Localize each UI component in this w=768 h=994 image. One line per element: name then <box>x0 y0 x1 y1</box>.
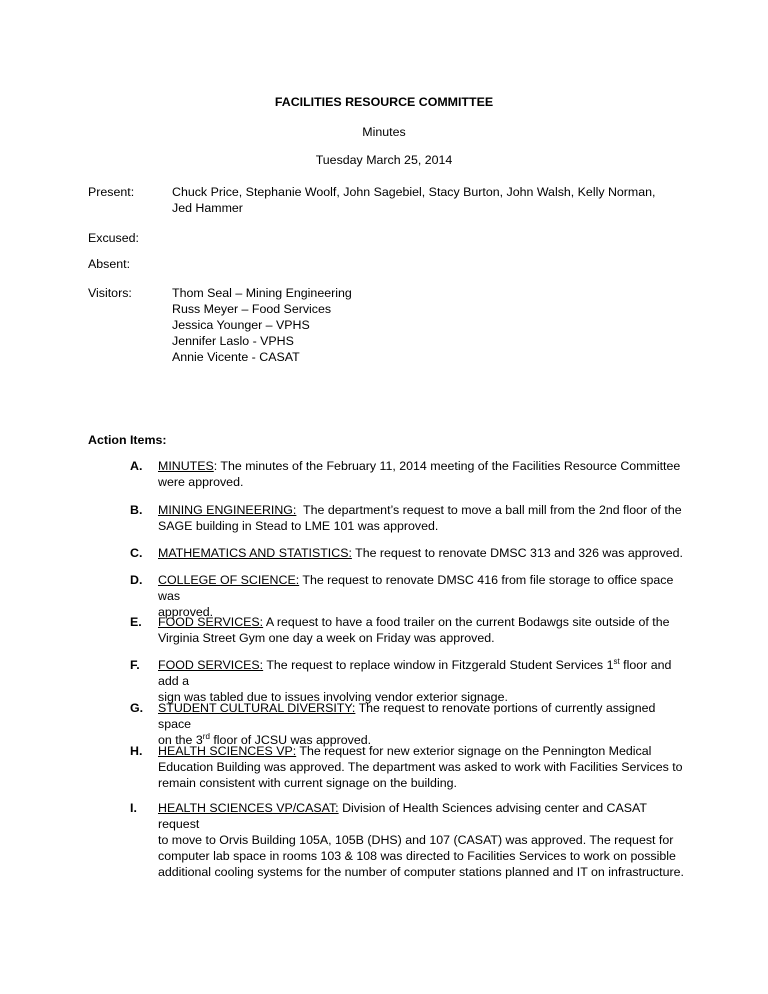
item-letter: C. <box>130 546 143 560</box>
item-text: additional cooling systems for the number of computer stations planned and IT on infrastructure. <box>158 865 684 879</box>
item-letter: A. <box>130 459 143 473</box>
present-line: Chuck Price, Stephanie Woolf, John Sagebiel, Stacy Burton, John Walsh, Kelly Norman, <box>172 185 656 199</box>
item-department: MATHEMATICS AND STATISTICS: <box>158 546 352 560</box>
action-item-e <box>130 614 690 646</box>
item-department: HEALTH SCIENCES VP/CASAT: <box>158 801 339 815</box>
visitor-entry: Jessica Younger – VPHS <box>172 318 310 332</box>
action-item-b <box>130 502 690 534</box>
visitor-entry: Russ Meyer – Food Services <box>172 302 332 316</box>
item-department: HEALTH SCIENCES VP: <box>158 744 297 758</box>
action-item-f <box>130 657 690 705</box>
item-department: COLLEGE OF SCIENCE: <box>158 573 300 587</box>
document-subtitle: Minutes <box>362 125 406 139</box>
item-body <box>158 572 690 620</box>
present-line: Jed Hammer <box>172 201 243 215</box>
absent-label: Absent: <box>88 257 131 271</box>
item-text: approved. <box>158 605 214 619</box>
item-body <box>158 458 690 490</box>
item-body <box>158 614 690 646</box>
item-letter: H. <box>130 744 143 758</box>
action-item-h <box>130 743 690 791</box>
ordinal-suffix: rd <box>202 731 210 741</box>
item-text: The department’s request to move a ball mill from the 2nd floor of the <box>296 503 682 517</box>
excused-label: Excused: <box>88 231 139 245</box>
item-text: floor and add a <box>158 658 672 688</box>
visitor-entry: Jennifer Laslo - VPHS <box>172 334 294 348</box>
item-department: STUDENT CULTURAL DIVERSITY: <box>158 701 356 715</box>
item-text: Education Building was approved. The department was asked to work with Facilities Services to <box>158 760 683 774</box>
visitors-label: Visitors: <box>88 286 132 300</box>
item-letter: B. <box>130 503 143 517</box>
item-text: floor of JCSU was approved. <box>209 733 372 747</box>
present-label: Present: <box>88 185 135 199</box>
item-text: on the 3 <box>158 733 203 747</box>
item-body <box>158 743 690 791</box>
item-text: Division of Health Sciences advising center and CASAT request <box>158 801 647 831</box>
item-letter: D. <box>130 573 143 587</box>
action-item-a <box>130 458 690 490</box>
item-text: : The minutes of the February 11, 2014 meeting of the Facilities Resource Committee <box>213 459 681 473</box>
item-letter: F. <box>130 658 140 672</box>
item-text: The request to renovate DMSC 313 and 326 was approved. <box>351 546 683 560</box>
present-list <box>172 184 692 216</box>
item-text: The request to renovate portions of currently assigned space <box>158 701 656 731</box>
visitor-entry: Annie Vicente - CASAT <box>172 350 300 364</box>
visitors-list <box>172 285 692 365</box>
item-text: remain consistent with current signage on the building. <box>158 776 457 790</box>
document-title: FACILITIES RESOURCE COMMITTEE <box>274 95 494 109</box>
item-text: computer lab space in rooms 103 & 108 was directed to Facilities Services to work on possible <box>158 849 676 863</box>
item-body <box>158 657 690 705</box>
item-body <box>158 700 690 748</box>
item-body <box>158 502 690 534</box>
item-text: The request to renovate DMSC 416 from file storage to office space was <box>158 573 674 603</box>
item-letter: I. <box>130 801 137 815</box>
action-item-i <box>130 800 690 880</box>
meeting-date: Tuesday March 25, 2014 <box>315 153 453 167</box>
item-department: FOOD SERVICES: <box>158 615 264 629</box>
item-department: FOOD SERVICES: <box>158 658 264 672</box>
item-text: to move to Orvis Building 105A, 105B (DHS) and 107 (CASAT) was approved. The request for <box>158 833 674 847</box>
item-letter: E. <box>130 615 142 629</box>
item-department: MINING ENGINEERING: <box>158 503 297 517</box>
item-text: The request to replace window in Fitzgerald Student Services 1 <box>263 658 614 672</box>
item-text: Virginia Street Gym one day a week on Friday was approved. <box>158 631 495 645</box>
ordinal-suffix: st <box>613 656 620 666</box>
action-item-d <box>130 572 690 620</box>
item-department: MINUTES <box>158 459 214 473</box>
action-item-g <box>130 700 690 748</box>
item-text: were approved. <box>158 475 244 489</box>
action-item-c <box>130 545 690 561</box>
visitor-entry: Thom Seal – Mining Engineering <box>172 286 352 300</box>
item-body <box>158 545 690 561</box>
item-letter: G. <box>130 701 144 715</box>
item-text: The request for new exterior signage on the Pennington Medical <box>296 744 652 758</box>
item-text: A request to have a food trailer on the current Bodawgs site outside of the <box>263 615 670 629</box>
item-text: sign was tabled due to issues involving vendor exterior signage. <box>158 690 508 704</box>
item-body <box>158 800 690 880</box>
action-items-heading: Action Items: <box>88 433 167 447</box>
item-text: SAGE building in Stead to LME 101 was approved. <box>158 519 439 533</box>
